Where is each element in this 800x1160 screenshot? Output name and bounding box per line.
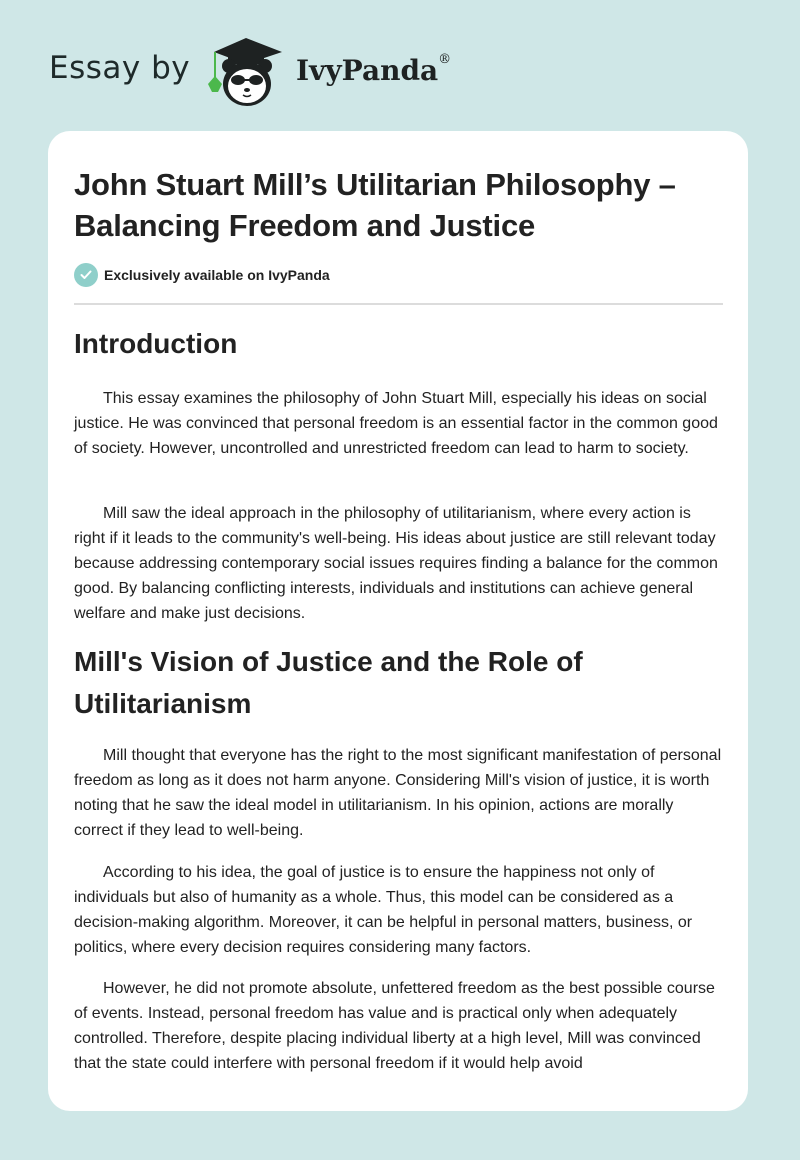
check-icon bbox=[74, 263, 98, 287]
essay-title: John Stuart Mill’s Utilitarian Philosophy – Balancing Freedom and Justice bbox=[74, 167, 676, 243]
panda-logo-icon[interactable] bbox=[202, 36, 290, 108]
paragraph: This essay examines the philosophy of John Stuart Mill, especially his ideas on social justice. He was convinced that personal freedom is an essential factor in the common good of society. However, uncontrolled and unrestricted freedom can lead to harm to society. bbox=[74, 390, 718, 457]
paragraph: According to his idea, the goal of justice is to ensure the happiness not only of individuals but also of humanity as a whole. Thus, this model can be considered as a decision-making algorithm. Moreover, it can be helpful in personal matters, business, or politics, where every decision requires considering many factors. bbox=[74, 864, 693, 956]
divider bbox=[74, 303, 723, 305]
section-heading-mills-vision: Mill's Vision of Justice and the Role of Utilitarianism bbox=[74, 646, 583, 719]
exclusive-badge bbox=[74, 263, 330, 287]
paragraph: However, he did not promote absolute, unfettered freedom as the best possible course of events. Instead, personal freedom has value and is practical only when adequately controlled. Therefore, despite placing individual liberty at a high level, Mill was convinced that the state could interfere with personal freedom if it would help avoid bbox=[74, 980, 715, 1072]
paragraph: Mill saw the ideal approach in the philosophy of utilitarianism, where every action is right if it leads to the community's well-being. His ideas about justice are still relevant today because addressing contemporary social issues requires finding a balance for the common good. By balancing conflicting interests, individuals and institutions can achieve general welfare and make just decisions. bbox=[74, 505, 718, 622]
site-header bbox=[0, 0, 800, 130]
essay-by-label: Essay by bbox=[49, 50, 191, 86]
paragraph: Mill thought that everyone has the right to the most significant manifestation of personal freedom as long as it does not harm anyone. Considering Mill's vision of justice, it is worth noting that he saw the ideal model in utilitarianism. In his opinion, actions are morally correct if they lead to well-being. bbox=[74, 747, 722, 839]
exclusive-label: Exclusively available on IvyPanda bbox=[104, 267, 330, 283]
essay-card bbox=[48, 131, 748, 1111]
section-heading-introduction: Introduction bbox=[74, 328, 238, 359]
brand-name[interactable]: IvyPanda® bbox=[296, 52, 452, 87]
